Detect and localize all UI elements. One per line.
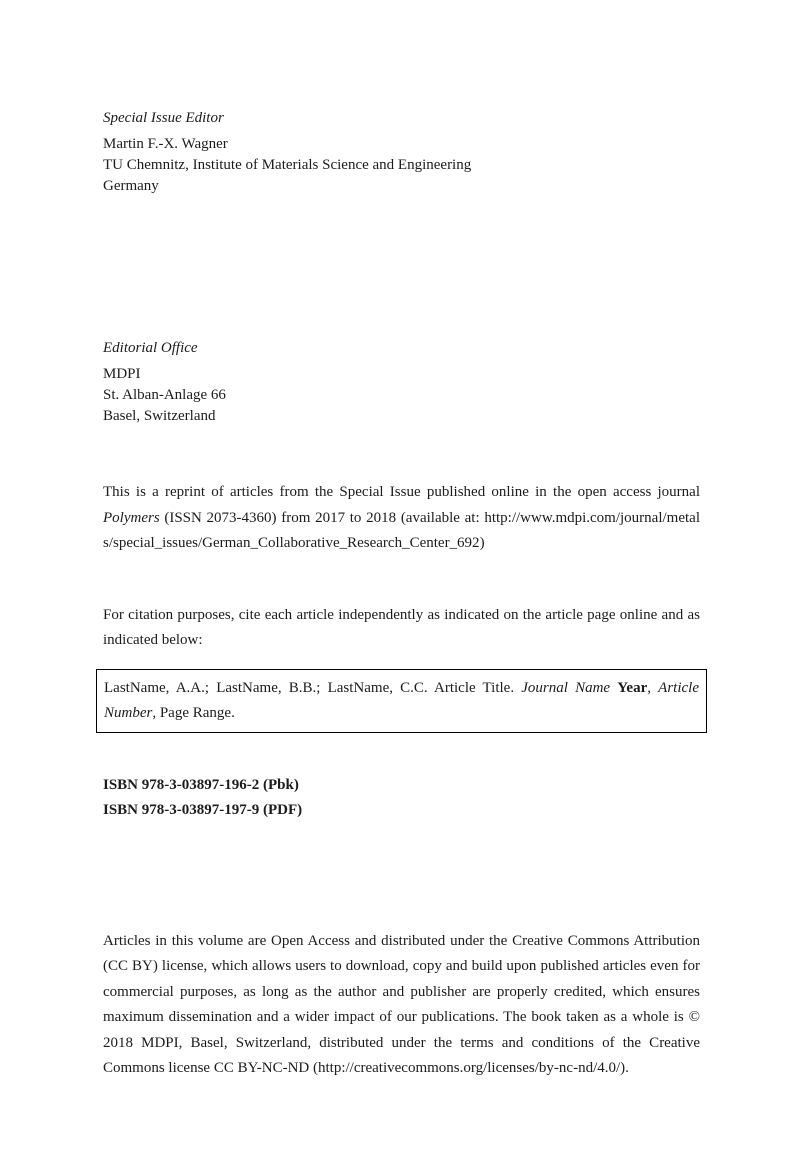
editorial-office-organization: MDPI — [103, 366, 141, 382]
citation-example-box — [96, 669, 707, 733]
editorial-office-address: St. Alban-Anlage 66 — [103, 387, 226, 403]
editorial-office-section — [103, 337, 700, 427]
citation-year: Year — [617, 679, 648, 696]
citation-separator: , — [647, 679, 659, 696]
reprint-notice-paragraph — [103, 480, 700, 557]
isbn-pdf-line: ISBN 978-3-03897-197-9 (PDF) — [103, 801, 303, 818]
license-paragraph: Articles in this volume are Open Access and distributed under the Creative Commons Attribution (CC BY) license, which allows users to download, copy and build upon published articles even for commercial purposes, as long as the author and publisher are properly credited, which ensures maximum dissemination and a wider impact of our publications. The book taken as a whole is © 2018 MDPI, Basel, Switzerland, distributed under the terms and conditions of the Creative Commons license CC BY-NC-ND (http://creativecommons.org/licenses/by-nc-nd/4.0/). — [103, 932, 700, 1076]
special-issue-url: http://www.mdpi.com/journal/metals/special_issues/German_Collaborative_Research_Center_692 — [103, 509, 700, 551]
editorial-office-heading: Editorial Office — [103, 340, 198, 356]
reprint-availability-text: (ISSN 2073-4360) from 2017 to 2018 (available at: — [159, 509, 485, 526]
special-issue-editor-section — [103, 107, 700, 197]
editorial-office-city: Basel, Switzerland — [103, 408, 216, 424]
reprint-notice-closing: ) — [479, 535, 485, 551]
citation-article-number: Article Number — [104, 679, 699, 721]
editor-name: Martin F.-X. Wagner — [103, 136, 228, 152]
citation-authors-and-title: LastName, A.A.; LastName, B.B.; LastName, C.C. Article Title. — [104, 679, 522, 696]
isbn-block — [103, 773, 700, 823]
editor-affiliation: TU Chemnitz, Institute of Materials Science and Engineering — [103, 157, 472, 173]
editor-country: Germany — [103, 178, 159, 194]
isbn-pbk-line: ISBN 978-3-03897-196-2 (Pbk) — [103, 776, 299, 793]
special-issue-editor-heading: Special Issue Editor — [103, 110, 224, 126]
citation-journal-name: Journal Name — [521, 679, 618, 696]
citation-page-range: , Page Range. — [152, 704, 235, 721]
reprint-notice-text: This is a reprint of articles from the Special Issue published online in the open access journal — [103, 484, 700, 500]
citation-instruction-paragraph: For citation purposes, cite each article independently as indicated on the article page online and as indicated below: — [103, 606, 700, 648]
journal-name: Polymers — [103, 509, 160, 526]
